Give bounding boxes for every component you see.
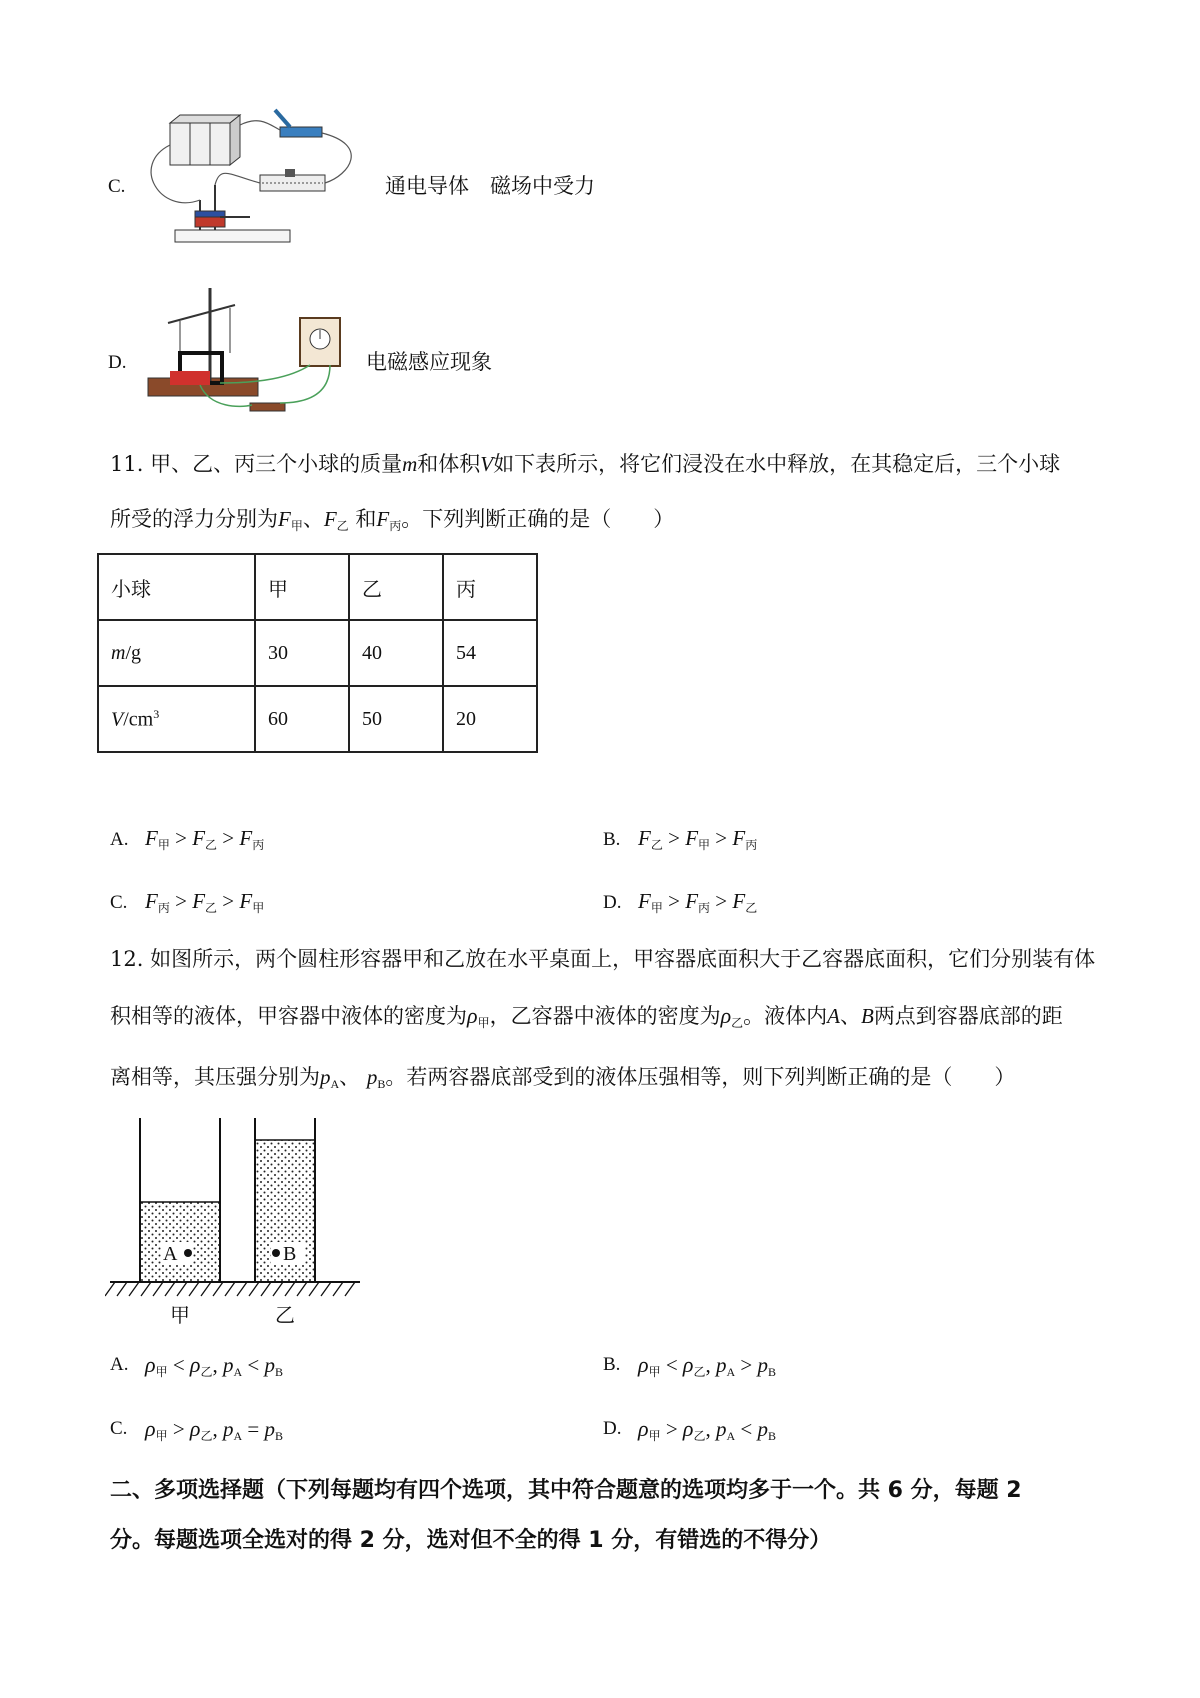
table-row-volume (98, 686, 537, 752)
point-a (184, 1249, 192, 1257)
switch-icon (275, 110, 322, 137)
q12-option-a[interactable]: $\rho_甲 < \rho_乙$, $p_A < p_B$ (145, 1352, 284, 1379)
table-header-cell: 小球 (98, 554, 255, 620)
q12-line3: 离相等，其压强分别为$p_A$、 $p_B$。若两容器底部受到的液体压强相等，则下列判断正确的是（ ） (110, 1065, 1016, 1091)
table-header-cell: 乙 (349, 554, 443, 620)
table-cell: 40 (349, 620, 443, 686)
q12-option-b[interactable]: $\rho_甲 < \rho_乙$, $p_A > p_B$ (638, 1352, 777, 1379)
q11-option-d-label: D. (603, 892, 622, 913)
q10-option-d-label: D. (108, 352, 127, 373)
q12-option-b-label: B. (603, 1354, 621, 1375)
magnet-stand-icon (175, 185, 290, 242)
q10-option-d-text: 电磁感应现象 (366, 350, 492, 374)
q10-option-d-apparatus-image (140, 283, 365, 418)
q12-option-c-label: C. (110, 1418, 128, 1439)
q10-option-c-label: C. (108, 176, 126, 197)
point-b-label: B (283, 1243, 297, 1265)
q11-line1: 11. 甲、乙、丙三个小球的质量m和体积V如下表所示，将它们浸没在水中释放，在其稳定后，三个小球 (110, 452, 1061, 476)
q12-line2: 积相等的液体，甲容器中液体的密度为$\rho_甲$，乙容器中液体的密度为$\rho_乙$。液体内A、B两点到容器底部的距 (110, 1003, 1063, 1030)
section2-heading-line2: 分。每题选项全选对的得 2 分，选对但不全的得 1 分，有错选的不得分） (110, 1528, 832, 1553)
q12-line1: 12. 如图所示，两个圆柱形容器甲和乙放在水平桌面上，甲容器底面积大于乙容器底面积，它们分别装有体 (110, 947, 1096, 971)
table-row-mass (98, 620, 537, 686)
table-row-label: m/g (98, 620, 255, 686)
table-cell: 30 (255, 620, 349, 686)
table-cell: 50 (349, 686, 443, 752)
q12-option-d-label: D. (603, 1418, 622, 1439)
table-header-cell: 丙 (443, 554, 537, 620)
section2-heading-line1: 二、多项选择题（下列每题均有四个选项，其中符合题意的选项均多于一个。共 6 分，每题 2 (110, 1478, 1022, 1503)
q10-option-c-apparatus-image (140, 105, 380, 270)
q11-option-b[interactable]: $F_乙 > F_甲 > F_丙$ (638, 826, 758, 852)
point-b (272, 1249, 280, 1257)
point-a-label: A (163, 1243, 178, 1265)
label-jia: 甲 (170, 1303, 190, 1327)
q10-option-c-text: 通电导体 磁场中受力 (385, 174, 595, 198)
table-cell: 60 (255, 686, 349, 752)
q12-option-d[interactable]: $\rho_甲 > \rho_乙$, $p_A < p_B$ (638, 1416, 777, 1443)
q11-line2: 所受的浮力分别为$F_甲$、$F_乙$ 和$F_丙$。下列判断正确的是（ ） (110, 507, 675, 533)
q11-option-c[interactable]: $F_丙 > F_乙 > F_甲$ (145, 889, 265, 915)
table-row-header (98, 554, 537, 620)
q11-option-a[interactable]: $F_甲 > F_乙 > F_丙$ (145, 826, 265, 852)
battery-icon (170, 115, 240, 165)
galvanometer-icon (300, 318, 340, 366)
table-cell: 54 (443, 620, 537, 686)
q12-option-c[interactable]: $\rho_甲 > \rho_乙$, $p_A = p_B$ (145, 1416, 284, 1443)
q12-option-a-label: A. (110, 1354, 129, 1375)
q11-option-c-label: C. (110, 892, 128, 913)
q11-option-b-label: B. (603, 829, 621, 850)
q11-option-d[interactable]: $F_甲 > F_丙 > F_乙$ (638, 889, 758, 915)
label-yi: 乙 (275, 1303, 295, 1327)
table-cell: 20 (443, 686, 537, 752)
rheostat-icon (260, 169, 325, 191)
q12-containers-figure (105, 1110, 375, 1330)
q11-data-table (97, 553, 538, 753)
q11-option-a-label: A. (110, 829, 129, 850)
table-header-cell: 甲 (255, 554, 349, 620)
table-row-label: $V/cm^3$ (98, 686, 255, 752)
